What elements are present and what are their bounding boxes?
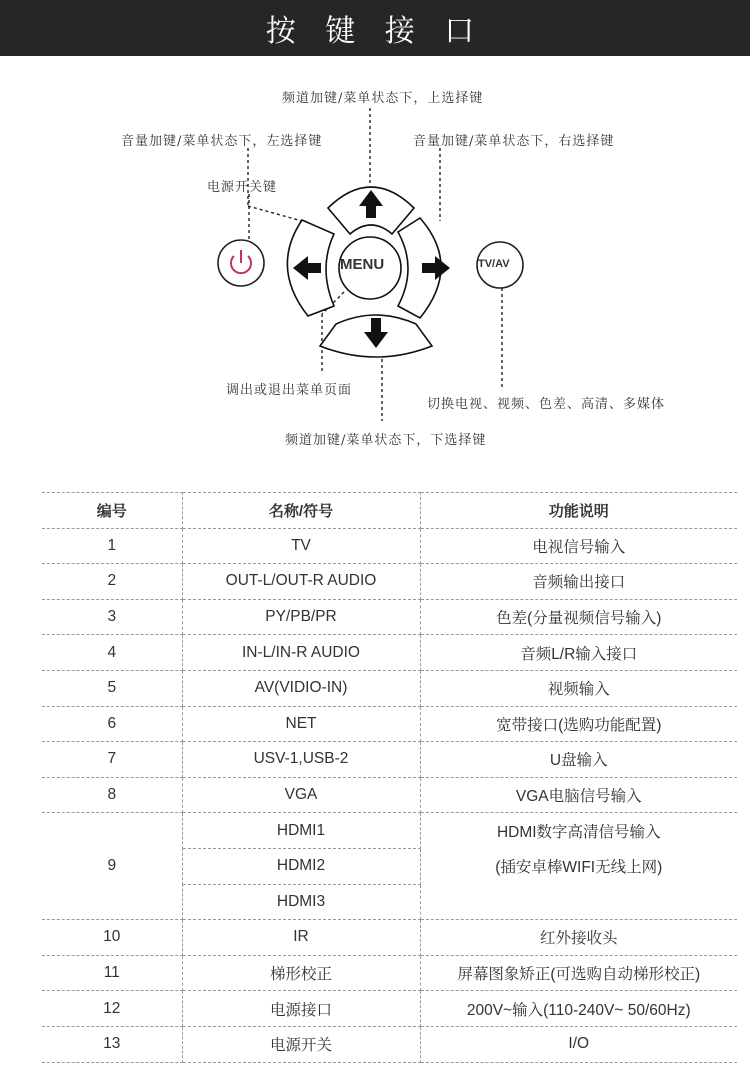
row-func (420, 884, 737, 920)
row-no: 2 (42, 564, 182, 600)
title-bar (0, 0, 750, 56)
table-row (42, 777, 737, 813)
table-row (42, 564, 737, 600)
row-no: 5 (42, 670, 182, 706)
row-func: HDMI数字高清信号输入 (496, 823, 661, 841)
power-button[interactable] (218, 240, 264, 286)
spec-table (42, 492, 737, 1063)
row-no: 1 (42, 528, 182, 564)
row-name: PY/PB/PR (182, 599, 420, 635)
row-name: AV(VIDIO-IN) (182, 670, 420, 706)
table-row (42, 1026, 737, 1062)
label-power: 电源开关键 (207, 180, 278, 195)
row-name: HDMI1 (182, 813, 420, 849)
row-func: I/O (420, 1026, 737, 1062)
header-func: 功能说明 (420, 493, 737, 529)
row-name: HDMI3 (182, 884, 420, 920)
row-func: 屏幕图象矫正(可选购自动梯形校正) (420, 955, 737, 991)
header-name: 名称/符号 (182, 493, 420, 529)
row-name: 电源开关 (182, 1026, 420, 1062)
label-source: 切换电视、视频、色差、高清、多媒体 (427, 397, 666, 412)
table-row (42, 599, 737, 635)
row-no: 8 (42, 777, 182, 813)
label-menu: 调出或退出菜单页面 (226, 383, 353, 398)
table-row (42, 991, 737, 1027)
row-func: 色差(分量视频信号输入) (420, 599, 737, 635)
tvav-label: TV/AV (478, 258, 510, 270)
up-button[interactable] (328, 187, 414, 234)
row-name: VGA (182, 777, 420, 813)
row-no: 11 (42, 955, 182, 991)
left-button[interactable] (287, 220, 334, 316)
table-row (42, 920, 737, 956)
table-header-row (42, 493, 737, 529)
row-func: 200V~输入(110-240V~ 50/60Hz) (420, 991, 737, 1027)
button-diagram (0, 56, 750, 486)
row-name: USV-1,USB-2 (182, 742, 420, 778)
row-name: 梯形校正 (182, 955, 420, 991)
row-func: 红外接收头 (420, 920, 737, 956)
table-row (42, 813, 737, 849)
row-no: 9 (42, 813, 182, 920)
row-no: 7 (42, 742, 182, 778)
row-func: 宽带接口(选购功能配置) (420, 706, 737, 742)
row-name: IN-L/IN-R AUDIO (182, 635, 420, 671)
header-no: 编号 (42, 493, 182, 529)
table-row (42, 635, 737, 671)
row-no: 6 (42, 706, 182, 742)
row-name: TV (182, 528, 420, 564)
table-row (42, 706, 737, 742)
row-func: 电视信号输入 (420, 528, 737, 564)
row-no: 13 (42, 1026, 182, 1062)
row-no: 10 (42, 920, 182, 956)
down-button[interactable] (320, 315, 432, 357)
row-no: 12 (42, 991, 182, 1027)
row-name: HDMI2 (182, 848, 420, 884)
row-func: 视频输入 (420, 670, 737, 706)
label-channel-down: 频道加键/菜单状态下，下选择键 (285, 433, 487, 448)
table-row (42, 528, 737, 564)
table-row (42, 742, 737, 778)
row-name: NET (182, 706, 420, 742)
row-func: 音频输出接口 (420, 564, 737, 600)
table-row (42, 670, 737, 706)
row-no: 3 (42, 599, 182, 635)
row-func: VGA电脑信号输入 (420, 777, 737, 813)
row-name: OUT-L/OUT-R AUDIO (182, 564, 420, 600)
row-no: 4 (42, 635, 182, 671)
right-button[interactable] (398, 218, 450, 318)
row-name: 电源接口 (182, 991, 420, 1027)
label-channel-up: 频道加键/菜单状态下，上选择键 (282, 91, 484, 106)
page-title: 按 键 接 口 (265, 14, 485, 49)
label-volume-up: 音量加键/菜单状态下，右选择键 (413, 134, 615, 149)
row-func: U盘输入 (420, 742, 737, 778)
row-func: (插安卓棒WIFI无线上网) (495, 859, 663, 877)
label-volume-down: 音量加键/菜单状态下，左选择键 (121, 134, 323, 149)
row-name: IR (182, 920, 420, 956)
menu-label: MENU (340, 256, 385, 273)
row-func: 音频L/R输入接口 (420, 635, 737, 671)
table-row (42, 955, 737, 991)
